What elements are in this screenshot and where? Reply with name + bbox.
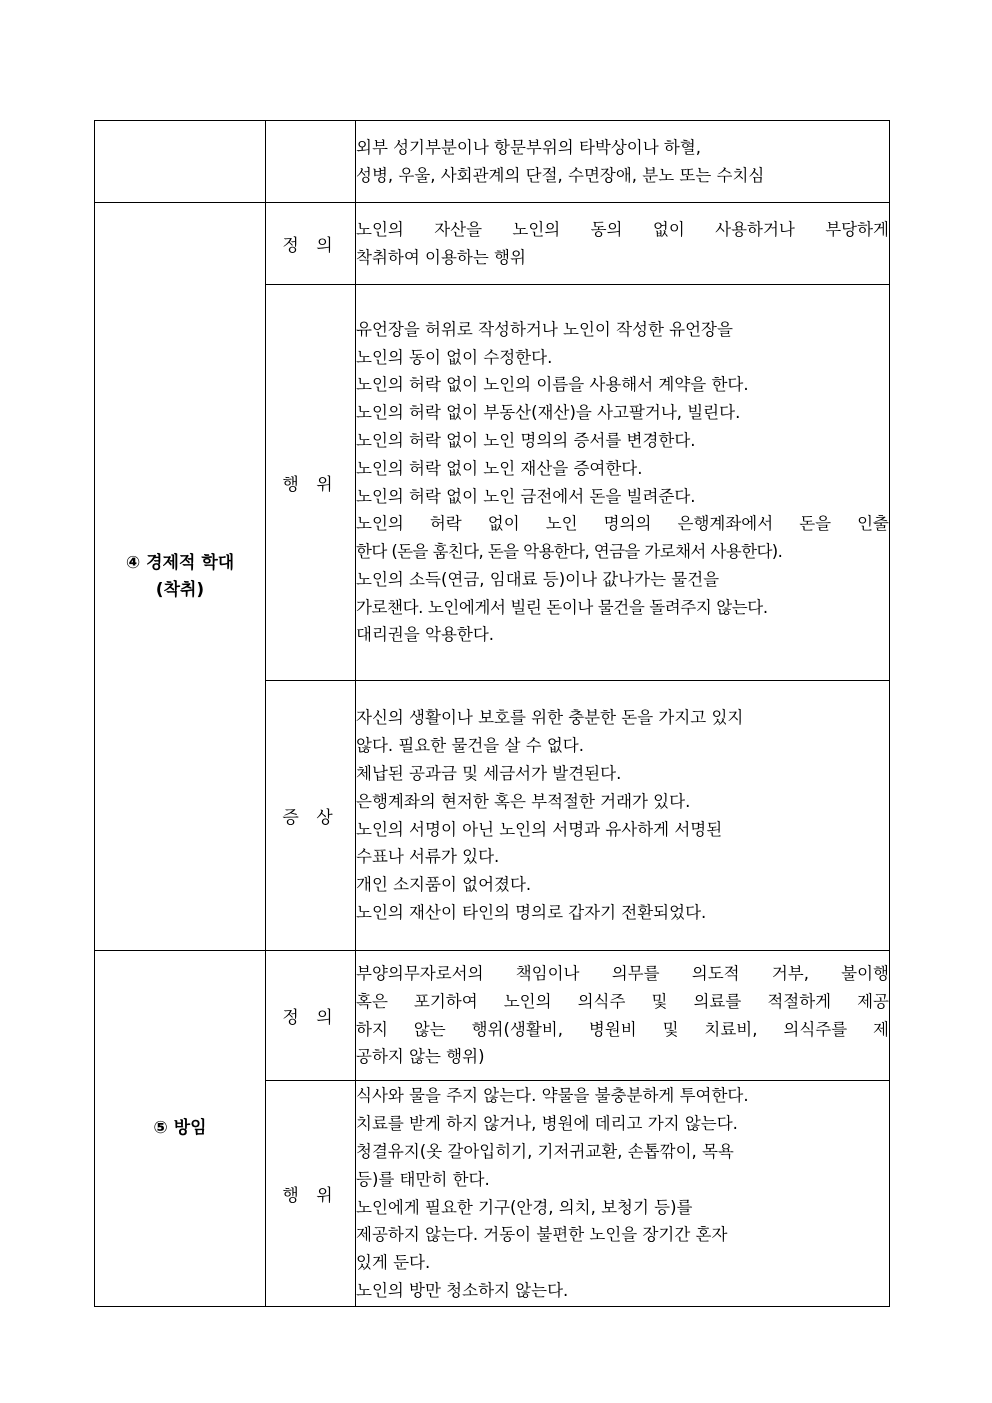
category-title: ⑤ 방임 [153, 1118, 207, 1138]
category-cell-neglect [95, 951, 266, 1307]
content-line: 외부 성기부분이나 항문부위의 타박상이나 하혈, [356, 137, 702, 157]
subcategory-behavior: 행 위 [266, 1081, 356, 1307]
subcategory-definition: 정 의 [266, 951, 356, 1081]
content-line: 체납된 공과금 및 세금서가 발견된다. [356, 763, 622, 783]
content-line: 자신의 생활이나 보호를 위한 충분한 돈을 가지고 있지 [356, 708, 744, 728]
content-line: 노인의 허락 없이 노인 명의의 증서를 변경한다. [356, 430, 696, 450]
content-line: 유언장을 허위로 작성하거나 노인이 작성한 유언장을 [356, 319, 733, 339]
content-line: 노인의 허락 없이 노인 금전에서 돈을 빌려준다. [356, 486, 696, 506]
subcategory-definition: 정 의 [266, 203, 356, 285]
content-line: 등)를 태만히 한다. [356, 1169, 490, 1189]
content-line: 노인의 재산이 타인의 명의로 갑자기 전환되었다. [356, 902, 707, 922]
content-line: 노인에게 필요한 기구(안경, 의치, 보청기 등)를 [356, 1197, 693, 1217]
content-cell [356, 121, 890, 203]
abuse-type-table [94, 120, 890, 1307]
subcategory-cell-empty [266, 121, 356, 203]
content-line: 노인의 허락 없이 노인 명의의 은행계좌에서 돈을 인출 [356, 514, 889, 534]
subcategory-symptom: 증 상 [266, 681, 356, 951]
category-title: ④ 경제적 학대 [125, 552, 235, 573]
content-line: 혹은 포기하여 노인의 의식주 및 의료를 적절하게 제공 [356, 991, 889, 1011]
content-line: 성병, 우울, 사회관계의 단절, 수면장애, 분노 또는 수치심 [356, 165, 765, 185]
content-line: 치료를 받게 하지 않거나, 병원에 데리고 가지 않는다. [356, 1114, 738, 1134]
content-line: 노인의 소득(연금, 임대료 등)이나 값나가는 물건을 [356, 569, 720, 589]
content-line: 수표나 서류가 있다. [356, 847, 500, 867]
content-line: 공하지 않는 행위) [356, 1047, 485, 1067]
content-line: 청결유지(옷 갈아입히기, 기저귀교환, 손톱깎이, 목욕 [356, 1141, 734, 1161]
content-line: 노인의 허락 없이 부동산(재산)을 사고팔거나, 빌린다. [356, 403, 741, 423]
content-cell [356, 285, 890, 681]
content-line: 제공하지 않는다. 거동이 불편한 노인을 장기간 혼자 [356, 1225, 728, 1245]
category-subtitle: (착취) [155, 579, 205, 600]
subcategory-behavior: 행 위 [266, 285, 356, 681]
table-row [95, 121, 890, 203]
content-line: 있게 둔다. [356, 1253, 431, 1273]
content-cell [356, 203, 890, 285]
content-line: 대리권을 악용한다. [356, 625, 495, 645]
category-cell-economic-abuse [95, 203, 266, 951]
content-cell [356, 1081, 890, 1307]
content-line: 착취하여 이용하는 행위 [356, 247, 526, 267]
content-line: 않다. 필요한 물건을 살 수 없다. [356, 736, 584, 756]
category-cell-empty [95, 121, 266, 203]
content-line: 하지 않는 행위(생활비, 병원비 및 치료비, 의식주를 제 [356, 1019, 889, 1039]
content-line: 개인 소지품이 없어졌다. [356, 875, 532, 895]
content-cell [356, 681, 890, 951]
content-line: 노인의 허락 없이 노인 재산을 증여한다. [356, 458, 643, 478]
content-cell [356, 951, 890, 1081]
content-line: 부양의무자로서의 책임이나 의무를 의도적 거부, 불이행 [356, 963, 889, 983]
table-row [95, 203, 890, 285]
content-line: 노인의 동이 없이 수정한다. [356, 347, 553, 367]
content-line: 식사와 물을 주지 않는다. 약물을 불충분하게 투여한다. [356, 1086, 749, 1106]
content-line: 노인의 방만 청소하지 않는다. [356, 1280, 569, 1300]
content-line: 노인의 자산을 노인의 동의 없이 사용하거나 부당하게 [356, 219, 889, 239]
content-line: 가로챈다. 노인에게서 빌린 돈이나 물건을 돌려주지 않는다. [356, 597, 768, 617]
content-line: 은행계좌의 현저한 혹은 부적절한 거래가 있다. [356, 791, 691, 811]
content-line: 노인의 서명이 아닌 노인의 서명과 유사하게 서명된 [356, 819, 723, 839]
content-line: 한다 (돈을 훔친다, 돈을 악용한다, 연금을 가로채서 사용한다). [356, 542, 783, 562]
table-row [95, 951, 890, 1081]
content-line: 노인의 허락 없이 노인의 이름을 사용해서 계약을 한다. [356, 375, 749, 395]
